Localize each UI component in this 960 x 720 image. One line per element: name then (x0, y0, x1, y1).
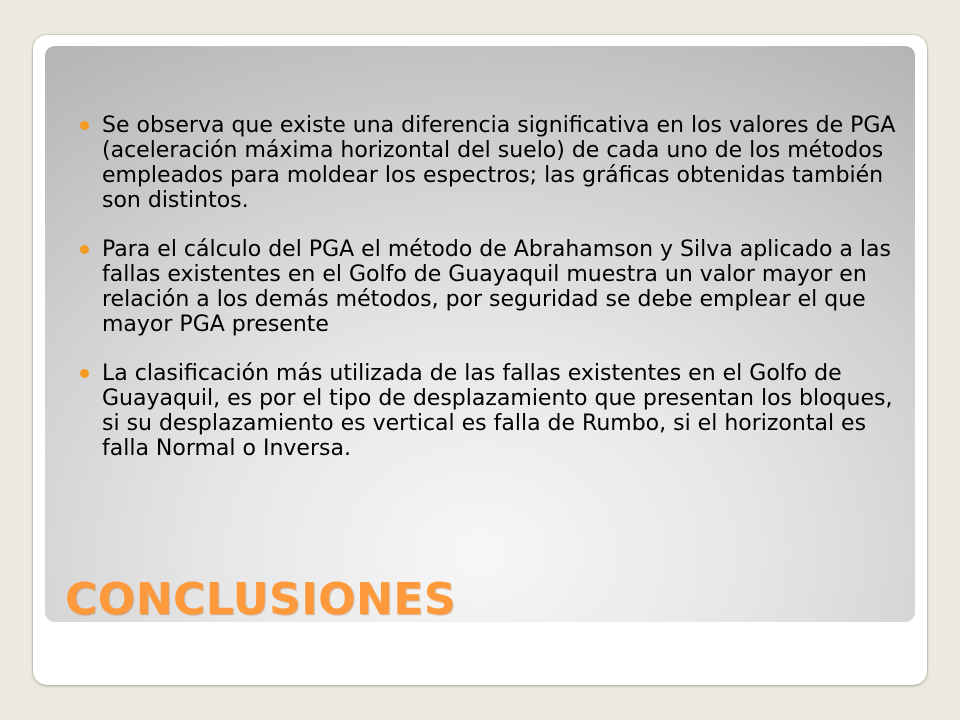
bullet-item (85, 113, 905, 213)
bullet-text: La clasificación más utilizada de las fallas existentes en el Golfo de Guayaquil, es por el tipo de desplazamiento que presentan los bloques, si su desplazamiento es vertical es falla de Rumbo, si el horizontal es falla Normal o Inversa. (102, 361, 893, 461)
slide-title: CONCLUSIONES (65, 574, 457, 625)
content-panel (45, 46, 915, 622)
bullet-text: Para el cálculo del PGA el método de Abrahamson y Silva aplicado a las fallas existentes en el Golfo de Guayaquil muestra un valor mayor en relación a los demás métodos, por seguridad se debe emplear el que mayor PGA presente (102, 237, 891, 337)
bullet-dot-icon (80, 369, 89, 378)
bullet-dot-icon (80, 245, 89, 254)
bullet-text: Se observa que existe una diferencia significativa en los valores de PGA (aceleración máxima horizontal del suelo) de cada uno de los métodos empleados para moldear los espectros; las gráficas obtenidas también son distintos. (102, 113, 896, 213)
bullet-item (85, 361, 905, 461)
bullet-item (85, 237, 905, 337)
bullet-list (85, 113, 905, 485)
bullet-dot-icon (80, 121, 89, 130)
